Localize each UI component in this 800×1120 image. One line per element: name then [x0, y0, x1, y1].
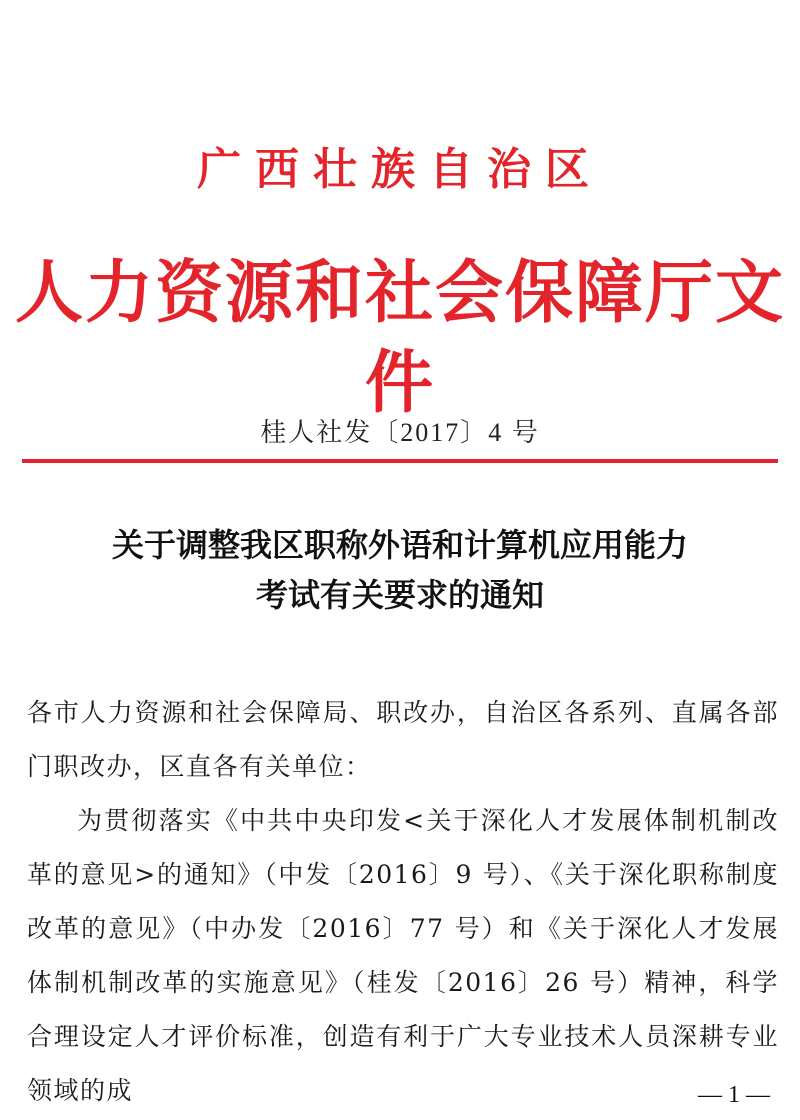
document-title: [0, 520, 800, 620]
body-paragraph: 为贯彻落实《中共中央印发<关于深化人才发展体制机制改革的意见>的通知》（中发〔2016〕9 号）、《关于深化职称制度改革的意见》（中办发〔2016〕77 号）和《关于深化人才发展体制机制改革的实施意见》（桂发〔2016〕26 号）精神，科学合理设定人才评价标准，创造有利于广大专业技术人员深耕专业领域的成: [27, 806, 779, 1105]
page-number: — 1 —: [698, 1082, 770, 1108]
red-divider-line: [22, 459, 778, 463]
document-number: 桂人社发〔2017〕4 号: [260, 418, 540, 447]
issuer-name-line1: 广西壮族自治区: [197, 144, 603, 195]
title-line-1: 关于调整我区职称外语和计算机应用能力: [111, 526, 688, 564]
addressee: 各市人力资源和社会保障局、职改办，自治区各系列、直属各部门职改办，区直各有关单位：: [27, 698, 779, 781]
document-body: [27, 686, 779, 1118]
issuer-name-line2: 人力资源和社会保障厅文件: [14, 253, 785, 423]
title-line-2: 考试有关要求的通知: [255, 576, 544, 614]
